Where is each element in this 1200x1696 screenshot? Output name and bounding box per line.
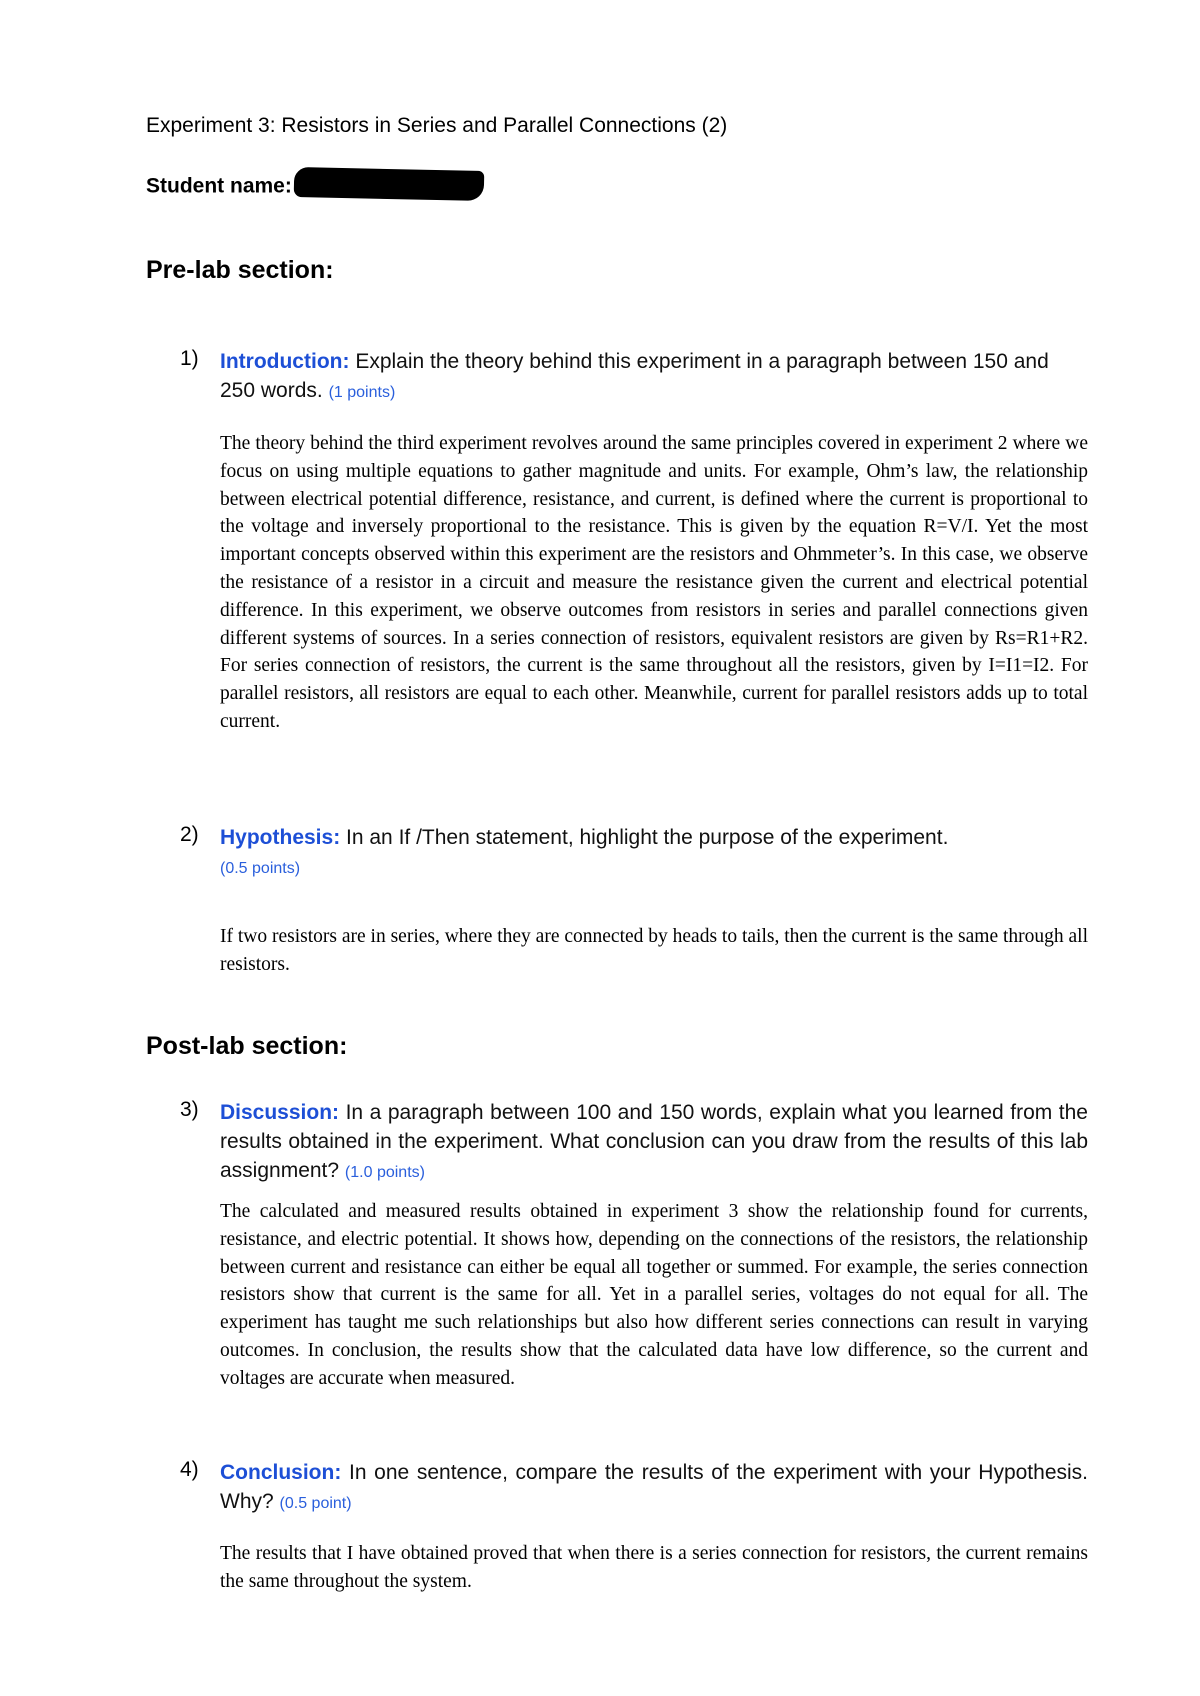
question-label: Hypothesis:: [220, 826, 341, 849]
question-points: (0.5 point): [279, 1495, 352, 1512]
question-points: (1 points): [328, 384, 396, 401]
question-prompt: In an If /Then statement, highlight the purpose of the experiment.: [346, 826, 949, 849]
question-conclusion: [182, 1458, 1088, 1518]
question-discussion: [182, 1098, 1088, 1187]
question-prompt: In a paragraph between 100 and 150 words, explain what you learned from the results obtained in the experiment. What conclusion can you draw from the results of this lab assignment?: [220, 1101, 1088, 1182]
question-number: 4): [180, 1458, 199, 1481]
student-name-line: [146, 172, 484, 202]
question-label: Conclusion:: [220, 1461, 342, 1484]
prelab-heading: Pre-lab section:: [146, 256, 334, 284]
question-number: 1): [180, 347, 199, 370]
redacted-name-mark: [294, 167, 485, 201]
answer-introduction: The theory behind the third experiment revolves around the same principles covered in experiment 2 where we focus on using multiple equations to gather magnitude and units. For example, Ohm’s law, the relationship between electrical potential difference, resistance, and current, is defined where the current is proportional to the voltage and inversely proportional to the resistance. This is given by the equation R=V/I. Yet the most important concepts observed within this experiment are the resistors and Ohmmeter’s. In this case, we observe the resistance of a resistor in a circuit and measure the resistance given the current and electrical potential difference. In this experiment, we observe outcomes from resistors in series and parallel connections given different systems of sources. In a series connection of resistors, equivalent resistors are given by Rs=R1+R2. For series connection of resistors, the current is the same throughout all the resistors, given by I=I1=I2. For parallel resistors, all resistors are equal to each other. Meanwhile, current for parallel resistors adds up to total current.: [220, 433, 1088, 732]
answer-discussion: The calculated and measured results obtained in experiment 3 show the relationship found for currents, resistance, and electric potential. It shows how, depending on the connections of the resistors, the relationship between current and resistance can either be equal all together or summed. For example, the series connection resistors show that current is the same for all. Yet in a parallel series, voltages do not equal for all. The experiment has taught me such relationships but also how different series connections can result in varying outcomes. In conclusion, the results show that the calculated data have low difference, so the current and voltages are accurate when measured.: [220, 1201, 1088, 1389]
question-text: [220, 347, 1088, 407]
question-prompt: Explain the theory behind this experiment in a paragraph between 150 and 250 words.: [220, 350, 1049, 402]
postlab-heading: Post-lab section:: [146, 1032, 348, 1060]
question-number: 3): [180, 1098, 199, 1121]
question-hypothesis: [182, 823, 1088, 883]
question-text: [220, 1098, 1088, 1187]
document-title: Experiment 3: Resistors in Series and Parallel Connections (2): [146, 114, 728, 137]
question-text: [220, 823, 1088, 883]
question-introduction: [182, 347, 1088, 407]
student-name-label: Student name:: [146, 174, 292, 198]
question-label: Introduction:: [220, 350, 350, 373]
answer-conclusion: The results that I have obtained proved that when there is a series connection for resistors, the current remains the same throughout the system.: [220, 1543, 1088, 1592]
question-points: (1.0 points): [344, 1164, 425, 1181]
question-points: (0.5 points): [220, 860, 301, 877]
question-prompt: In one sentence, compare the results of the experiment with your Hypothesis. Why?: [220, 1461, 1088, 1513]
answer-hypothesis: If two resistors are in series, where they are connected by heads to tails, then the current is the same through all resistors.: [220, 926, 1088, 975]
question-text: [220, 1458, 1088, 1518]
question-number: 2): [180, 823, 199, 846]
question-label: Discussion:: [220, 1101, 340, 1124]
